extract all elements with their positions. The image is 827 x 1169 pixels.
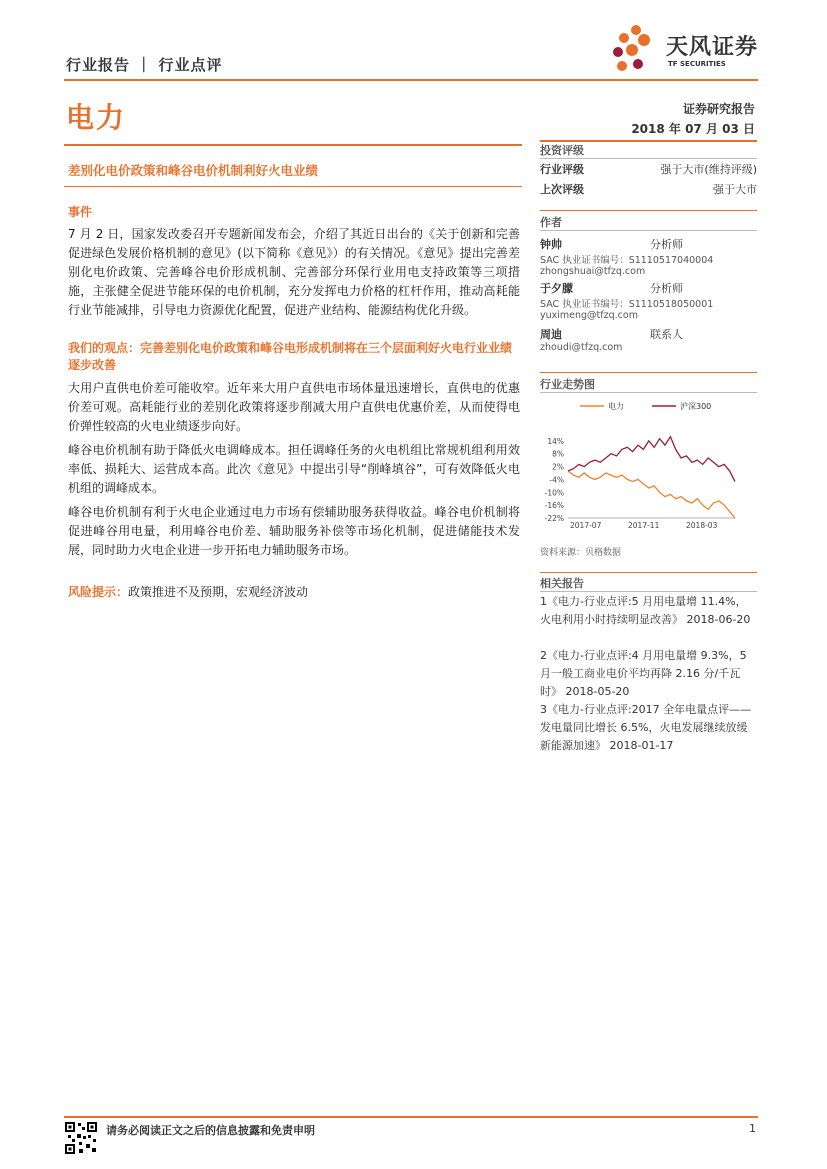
related-rule — [540, 572, 757, 573]
risk-label: 风险提示： — [68, 585, 129, 599]
event-paragraph: 7 月 2 日，国家发改委召开专题新闻发布会，介绍了其近日出台的《关于创新和完善促进绿色发展价格机制的意见》(以下简称《意见》）的有关情况。《意见》提出完善差别化电价政策、完善峰谷电价形成机制、完善部分环保行业用电支持政策等三项措施，主张健全促进节能环保的电价机制，充分发挥电力价格的杠杆作用，推动高耗能行业节能减排，引导电力资源优化配置，促进产业结构、能源结构优化升级。 — [68, 227, 520, 317]
logo-cn: 天风证券 — [666, 35, 759, 60]
rating-divider — [540, 158, 757, 159]
rating-heading: 投资评级 — [540, 144, 584, 157]
footer-rule — [64, 1116, 758, 1118]
industry-title: 电力 — [66, 101, 127, 134]
author-name: 周迪 — [540, 328, 562, 341]
y-tick-label: 8% — [552, 449, 564, 459]
logo-dots-icon — [610, 20, 666, 76]
view-paragraph-1: 大用户直供电价差可能收窄。近年来大用户直供电市场体量迅速增长，直供电的优惠价差可观。高耗能行业的差别化政策将逐步削减大用户直供电优惠价差，从而使得电价弹性较高的火电业绩逐步向好。 — [68, 381, 520, 433]
author-cert: SAC 执业证书编号：S1110517040004 — [540, 255, 714, 266]
risk-text: 政策推进不及预期，宏观经济波动 — [128, 585, 309, 599]
authors-divider — [540, 230, 757, 231]
y-tick-label: -4% — [549, 475, 564, 485]
view-paragraph-2: 峰谷电价机制有助于降低火电调峰成本。担任调峰任务的火电机组比常规机组利用效率低、损耗大、运营成本高。此次《意见》中提出引导“削峰填谷”，可有效降低火电机组的调峰成本。 — [68, 443, 520, 495]
report-category: 行业报告 ｜ 行业点评 — [66, 56, 223, 74]
industry-rating-label: 行业评级 — [540, 163, 584, 176]
y-tick-label: -10% — [544, 488, 564, 498]
author-role: 联系人 — [650, 328, 683, 341]
chart-source: 资料来源：贝格数据 — [540, 548, 622, 558]
page-number: 1 — [749, 1122, 756, 1135]
y-tick-label: -16% — [544, 501, 564, 511]
y-tick-label: 2% — [552, 462, 564, 472]
author-email[interactable]: zhoudi@tfzq.com — [540, 342, 623, 353]
logo-en: TF SECURITIES — [668, 60, 726, 68]
x-tick-label: 2017-07 — [570, 521, 602, 530]
author-role: 分析师 — [650, 238, 683, 251]
qr-code-icon — [64, 1121, 98, 1155]
related-item[interactable]: 3《电力-行业点评:2017 全年电量点评——发电量同比增长 6.5%，火电发展继续放缓新能源加速》 2018-01-17 — [540, 703, 752, 752]
author-name: 于夕朦 — [540, 282, 573, 295]
y-tick-label: 14% — [547, 436, 564, 446]
x-tick-label: 2018-03 — [686, 521, 718, 530]
author-cert: SAC 执业证书编号：S1110518050001 — [540, 299, 714, 310]
y-tick-label: -22% — [544, 514, 564, 523]
author-email[interactable]: yuximeng@tfzq.com — [540, 310, 638, 321]
report-subtitle: 差别化电价政策和峰谷电价机制利好火电业绩 — [68, 163, 319, 178]
chart-rule — [540, 372, 757, 373]
report-type: 证券研究报告 — [682, 102, 755, 116]
chart-title: 行业走势图 — [540, 378, 595, 391]
authors-heading: 作者 — [540, 216, 562, 229]
author-block — [540, 236, 757, 276]
series-line — [568, 471, 735, 518]
prev-rating-value: 强于大市 — [713, 183, 757, 196]
view-paragraph-3: 峰谷电价机制有利于火电企业通过电力市场有偿辅助服务获得收益。峰谷电价机制将促进峰谷用电量，利用峰谷电价差、辅助服务补偿等市场化机制，促进储能技术发展，同时助力火电企业进一步开拓电力辅助服务市场。 — [68, 505, 520, 557]
related-item[interactable]: 1《电力-行业点评:5 月用电量增 11.4%，火电利用小时持续明显改善》 2018-06-20 — [540, 595, 751, 626]
company-logo — [610, 20, 760, 76]
legend-label: 沪深300 — [680, 402, 712, 411]
risk-note — [68, 583, 308, 600]
author-block — [540, 280, 757, 320]
author-name: 钟帅 — [540, 238, 562, 251]
authors-rule — [540, 210, 757, 211]
left-rule-bottom — [64, 186, 522, 187]
author-email[interactable]: zhongshuai@tfzq.com — [540, 266, 646, 277]
event-heading: 事件 — [68, 205, 93, 219]
author-role: 分析师 — [650, 282, 683, 295]
view-title: 我们的观点：完善差别化电价政策和峰谷电形成机制将在三个层面利好火电行业业绩逐步改善 — [68, 341, 513, 372]
prev-rating-row — [540, 181, 757, 197]
legend-label: 电力 — [608, 402, 624, 411]
x-tick-label: 2017-11 — [628, 521, 660, 530]
header-rule — [64, 79, 758, 81]
author-block — [540, 326, 757, 356]
related-divider — [540, 591, 757, 592]
industry-rating-row — [540, 161, 757, 177]
report-date: 2018 年 07 月 03 日 — [631, 122, 755, 136]
disclaimer-link[interactable]: 请务必阅读正文之后的信息披露和免责申明 — [106, 1124, 315, 1137]
chart-divider — [540, 392, 757, 393]
prev-rating-label: 上次评级 — [540, 183, 584, 196]
industry-rating-value: 强于大市(维持评级) — [660, 163, 757, 176]
left-rule-top — [64, 144, 522, 146]
related-heading: 相关报告 — [540, 577, 584, 590]
industry-trend-chart — [540, 396, 757, 534]
related-item[interactable]: 2《电力-行业点评:4 月用电量增 9.3%，5 月一般工商业电价平均再降 2.16 分/千瓦时》 2018-05-20 — [540, 649, 747, 698]
series-line — [568, 437, 735, 482]
